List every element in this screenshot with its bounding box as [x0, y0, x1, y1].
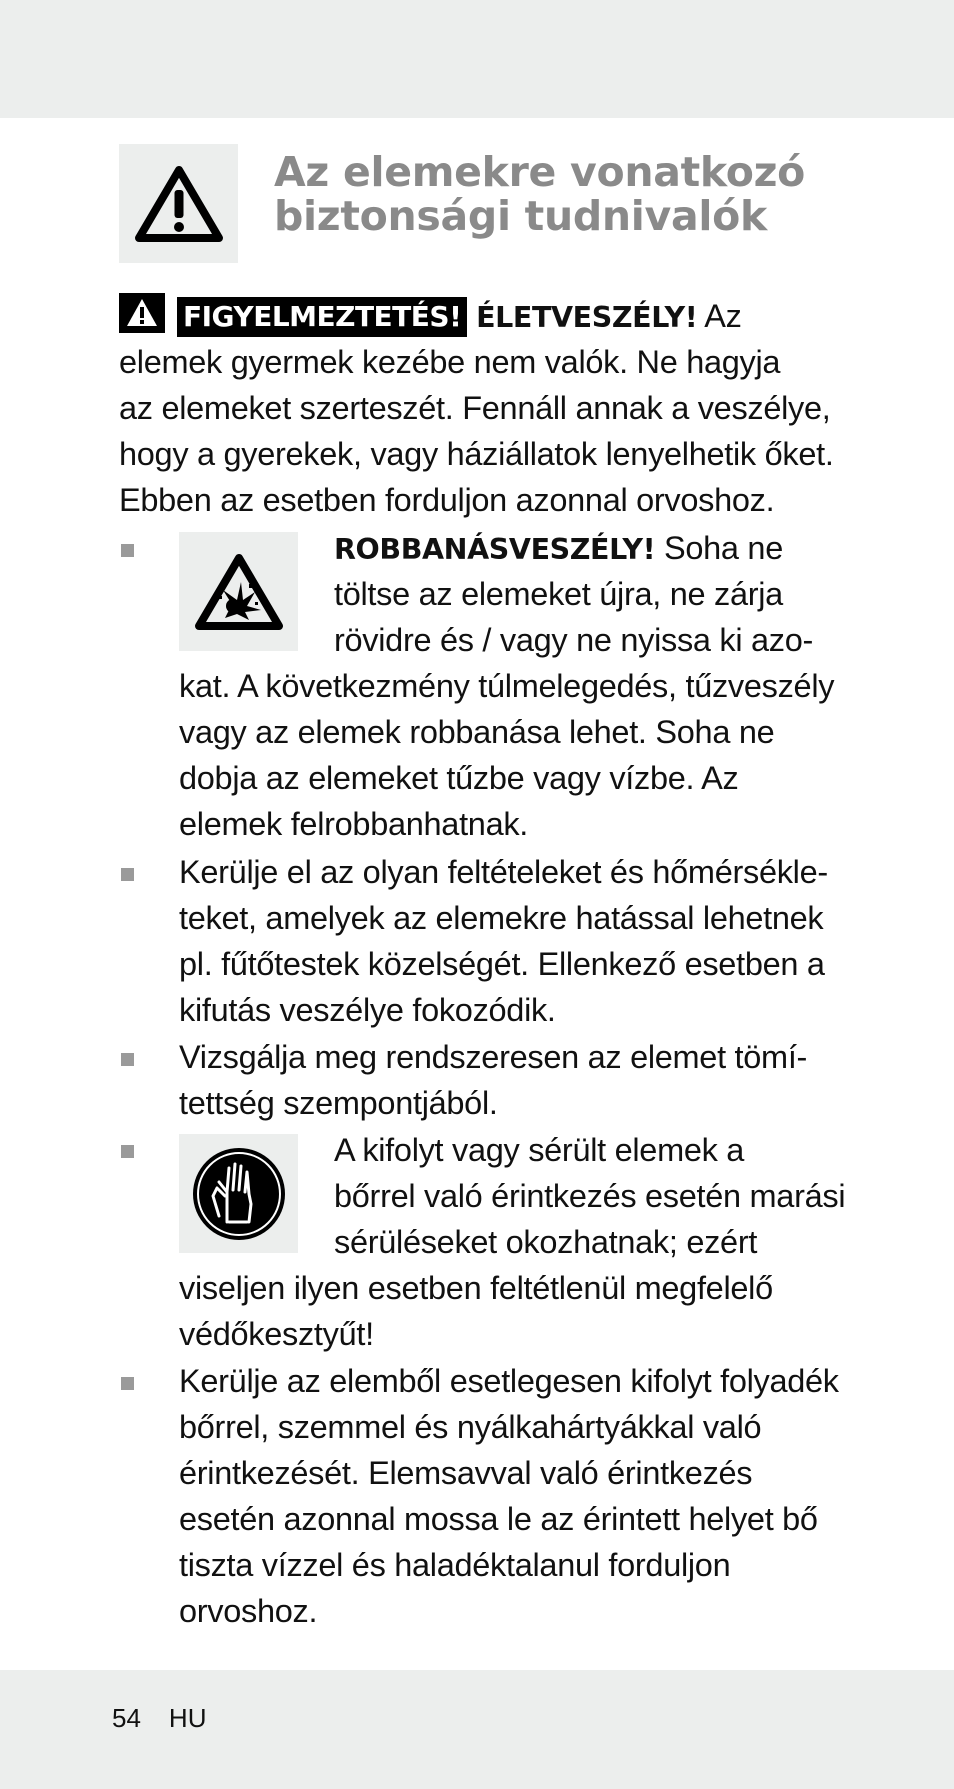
- bullet-marker: [121, 544, 134, 557]
- list-item-line: töltse az elemeket újra, ne zárja: [334, 576, 783, 612]
- bullet-marker: [121, 1145, 134, 1158]
- list-item-line: esetén azonnal mossa le az érintett helyet bő: [179, 1501, 818, 1537]
- list-item-line: [179, 525, 859, 571]
- warning-text-line: az elemeket szerteszét. Fennáll annak a veszélye,: [119, 390, 831, 426]
- list-item: [179, 1034, 859, 1126]
- bullet-marker: [121, 1377, 134, 1390]
- warning-triangle-icon: [133, 164, 225, 244]
- list-item-line: orvoshoz.: [179, 1593, 318, 1629]
- list-item-line: pl. fűtőtestek közelségét. Ellenkező esetben a: [179, 946, 825, 982]
- list-item-line: érintkezését. Elemsavval való érintkezés: [179, 1455, 753, 1491]
- list-item-line: vagy az elemek robbanása lehet. Soha ne: [179, 714, 775, 750]
- list-item-line: Kerülje az elemből esetlegesen kifolyt folyadék: [179, 1363, 839, 1399]
- language-code: HU: [168, 1703, 207, 1733]
- list-item-line: teket, amelyek az elemekre hatással lehetnek: [179, 900, 824, 936]
- list-item-line: Kerülje el az olyan feltételeket és hőmérsékle-: [179, 854, 828, 890]
- list-item-line: bőrrel való érintkezés esetén marási: [334, 1178, 846, 1214]
- section-title-line-2: biztonsági tudnivalók: [274, 192, 767, 240]
- list-item-line: bőrrel, szemmel és nyálkahártyákkal való: [179, 1409, 762, 1445]
- explosion-danger-label: ROBBANÁSVESZÉLY!: [334, 533, 656, 566]
- warning-badge-icon: [119, 293, 165, 333]
- warning-text-line: hogy a gyerekek, vagy háziállatok lenyelhetik őket.: [119, 436, 834, 472]
- list-item-text: Soha ne: [664, 530, 783, 566]
- list-item-line: kifutás veszélye fokozódik.: [179, 992, 556, 1028]
- warning-paragraph: [119, 293, 839, 523]
- page-number: 54: [112, 1703, 141, 1733]
- list-item-line: dobja az elemeket tűzbe vagy vízbe. Az: [179, 760, 739, 796]
- bullet-marker: [121, 868, 134, 881]
- life-danger-label: ÉLETVESZÉLY!: [476, 301, 698, 334]
- list-item: [179, 1127, 859, 1357]
- list-item: [179, 849, 859, 1033]
- list-item-line: viseljen ilyen esetben feltétlenül megfelelő: [179, 1270, 773, 1306]
- bullet-marker: [121, 1053, 134, 1066]
- list-item-line: A kifolyt vagy sérült elemek a: [334, 1132, 745, 1168]
- list-item-line: Vizsgálja meg rendszeresen az elemet tömí-: [179, 1039, 808, 1075]
- list-item-line: rövidre és / vagy ne nyissa ki azo-: [334, 622, 814, 658]
- list-item-line: tettség szempontjából.: [179, 1085, 498, 1121]
- list-item-line: védőkesztyűt!: [179, 1316, 374, 1352]
- page-footer: [112, 1698, 234, 1738]
- warning-text-line: elemek gyermek kezébe nem valók. Ne hagyja: [119, 344, 781, 380]
- section-title: [274, 150, 914, 238]
- list-item-line: sérüléseket okozhatnak; ezért: [334, 1224, 758, 1260]
- list-item-line: tiszta vízzel és haladéktalanul forduljon: [179, 1547, 731, 1583]
- warning-badge-label: FIGYELMEZTETÉS!: [177, 297, 467, 337]
- title-icon-box: [119, 144, 238, 263]
- list-item-line: elemek felrobbanhatnak.: [179, 806, 529, 842]
- warning-text-line: Ebben az esetben forduljon azonnal orvoshoz.: [119, 482, 775, 518]
- warning-first-line: [119, 293, 839, 339]
- list-item-line: kat. A következmény túlmelegedés, tűzveszély: [179, 668, 835, 704]
- top-margin-band: [0, 0, 954, 118]
- list-item: [179, 525, 859, 847]
- list-item: [179, 1358, 859, 1634]
- warning-text-line: Az: [704, 298, 742, 334]
- section-title-line-1: Az elemekre vonatkozó: [274, 148, 806, 196]
